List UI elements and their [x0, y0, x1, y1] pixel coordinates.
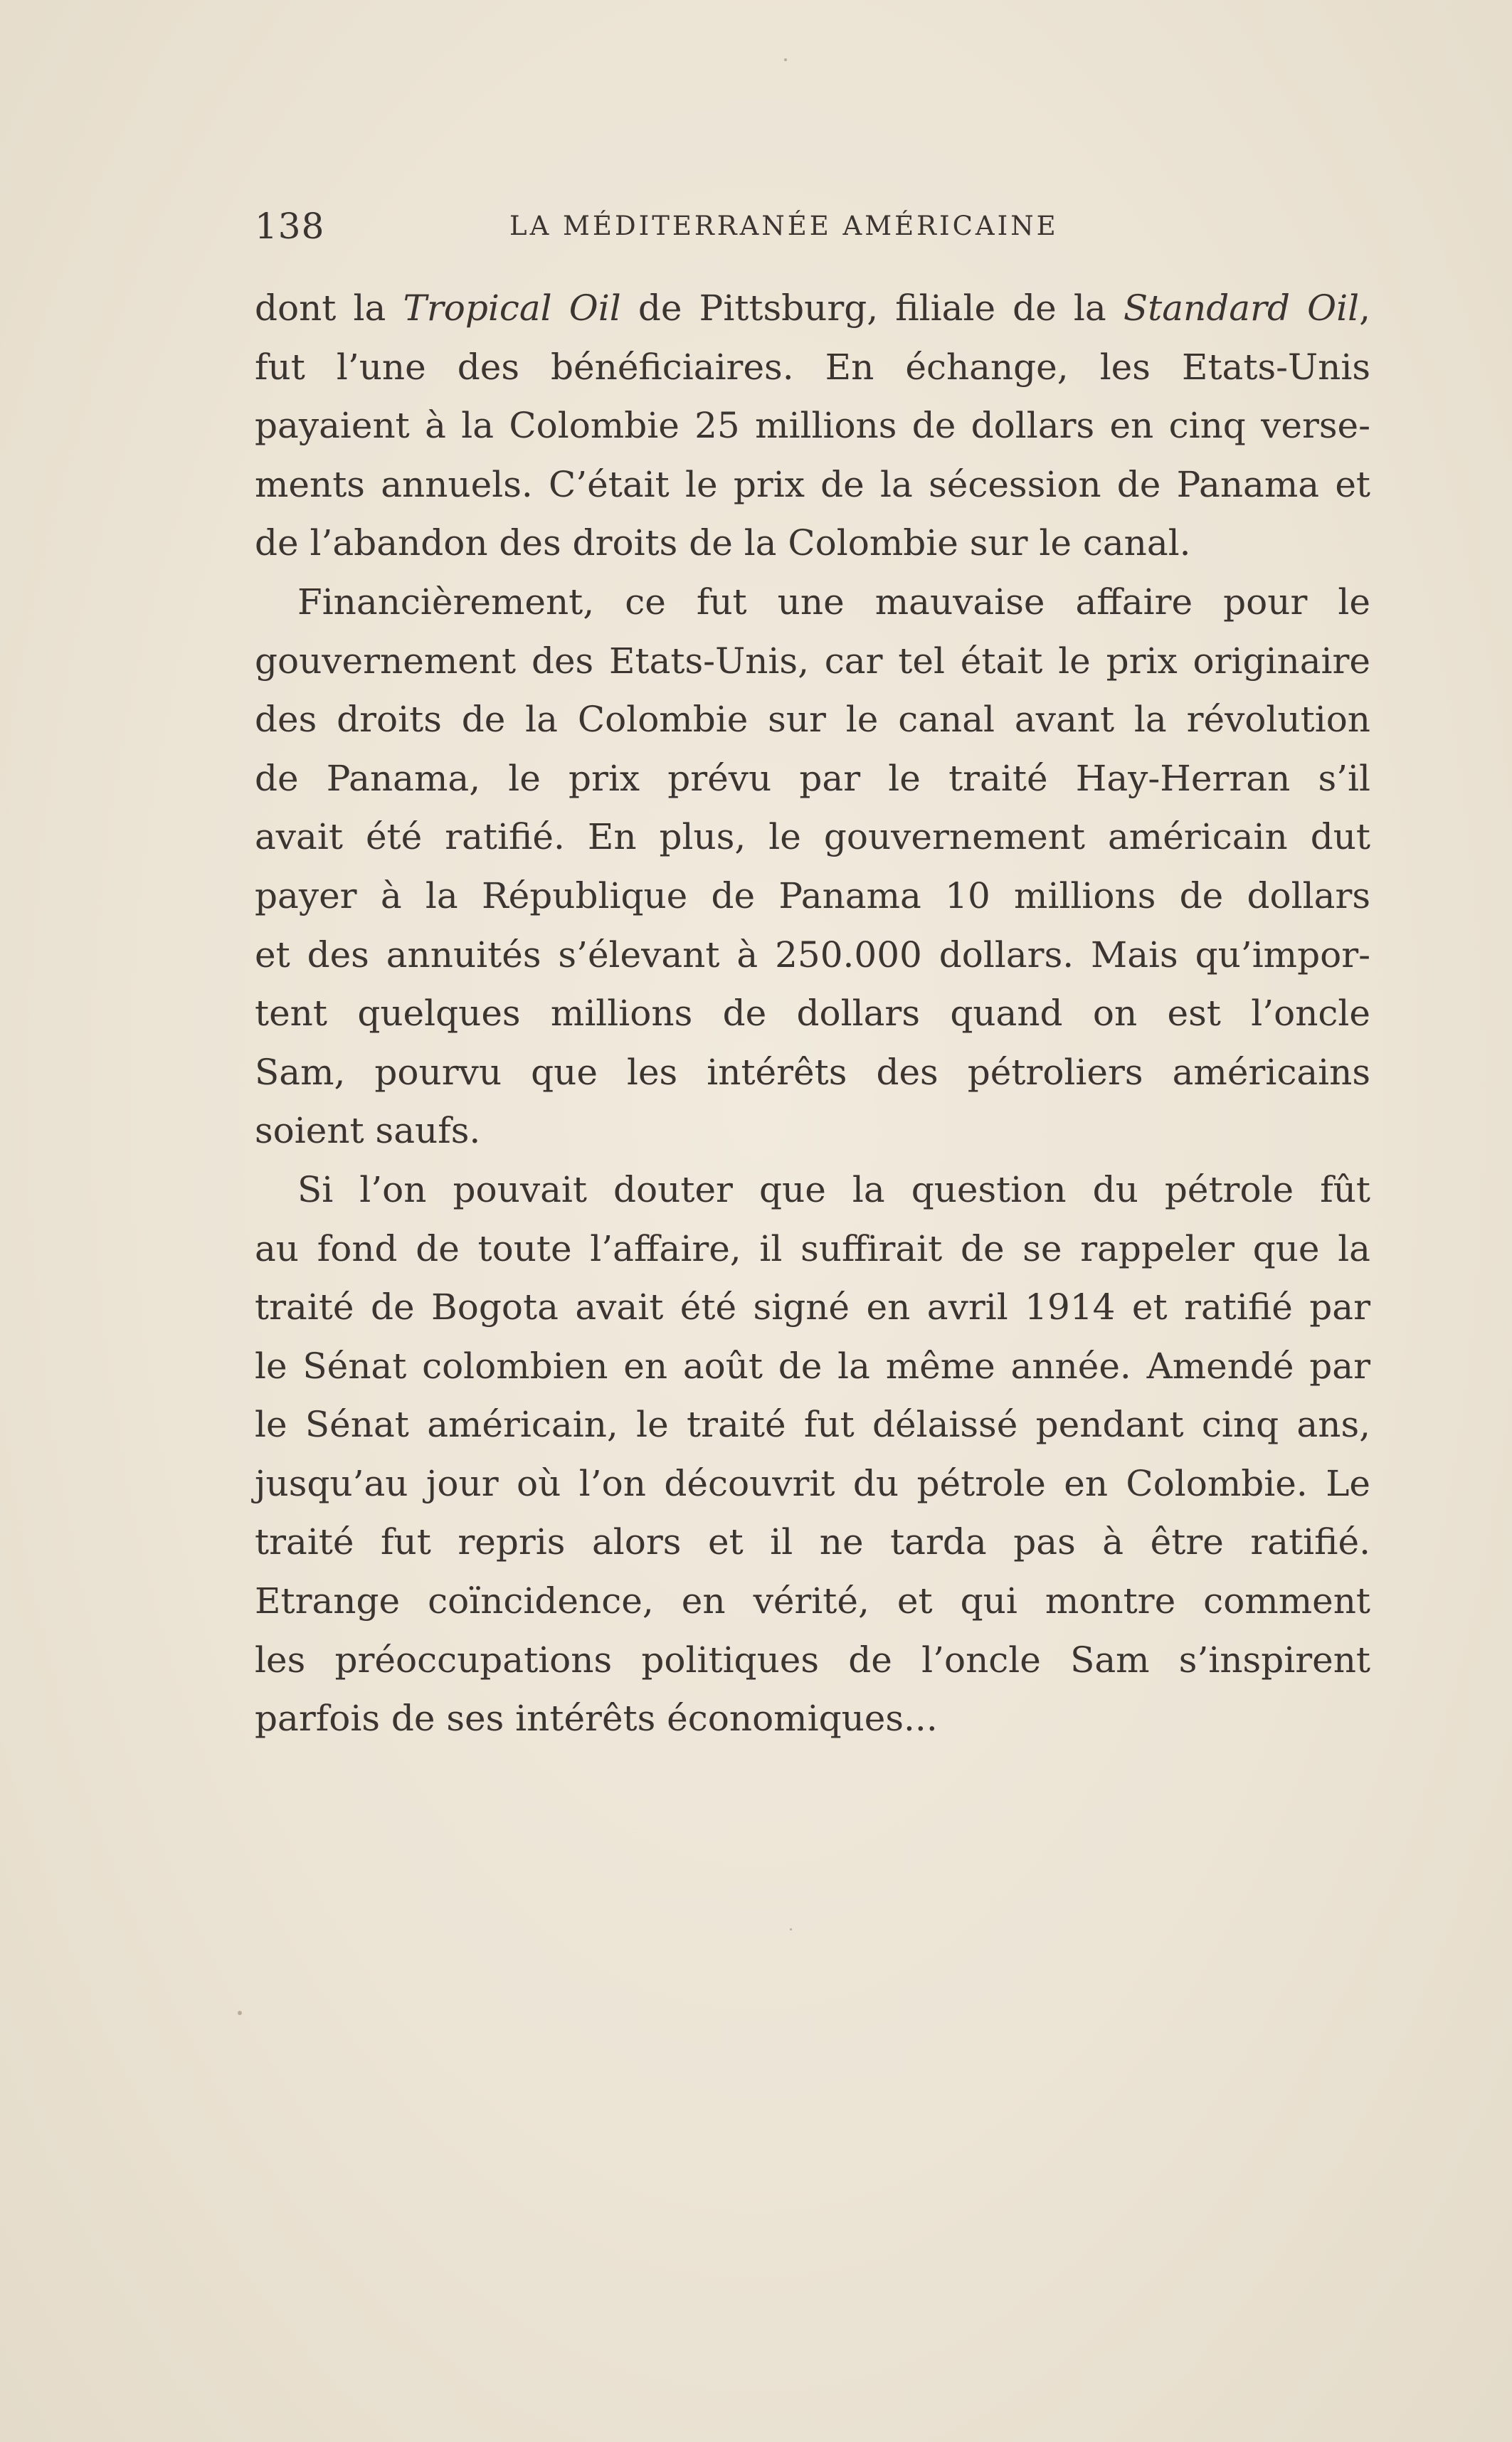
- text-line: et des annuités s’élevant à 250.000 dollars. Mais qu’impor-: [255, 934, 1370, 976]
- text-run: de Pittsburg, filiale de la: [620, 287, 1124, 329]
- text-line: tent quelques millions de dollars quand on est l’oncle: [255, 993, 1370, 1035]
- italic-company-name: Tropical Oil: [403, 287, 621, 329]
- text-line: des droits de la Colombie sur le canal avant la révolution: [255, 699, 1370, 741]
- text-line: Financièrement, ce fut une mauvaise affaire pour le: [297, 581, 1370, 623]
- text-line: Etrange coïncidence, en vérité, et qui montre comment: [255, 1580, 1370, 1622]
- text-line: payer à la République de Panama 10 millions de dollars: [255, 874, 1370, 916]
- text-line: le Sénat colombien en août de la même année. Amendé par: [255, 1345, 1370, 1387]
- page-number: 138: [255, 206, 325, 247]
- text-line: le Sénat américain, le traité fut délaissé pendant cinq ans,: [255, 1404, 1370, 1446]
- text-line: jusqu’au jour où l’on découvrit du pétrole en Colombie. Le: [255, 1462, 1370, 1504]
- text-run: ,: [1359, 287, 1370, 329]
- text-line: Si l’on pouvait douter que la question du pétrole fût: [297, 1168, 1370, 1210]
- paper-speck: [784, 58, 787, 61]
- text-line: au fond de toute l’affaire, il suffirait de se rappeler que la: [255, 1227, 1370, 1269]
- text-line: ments annuels. C’était le prix de la sécession de Panama et: [255, 463, 1370, 505]
- text-line: de l’abandon des droits de la Colombie sur le canal.: [255, 522, 1191, 564]
- italic-company-name: Standard Oil: [1123, 287, 1360, 329]
- text-line: traité de Bogota avait été signé en avril 1914 et ratifié par: [255, 1286, 1370, 1328]
- text-run: dont la: [255, 287, 403, 329]
- text-line: les préoccupations politiques de l’oncle Sam s’inspirent: [255, 1639, 1370, 1681]
- paper-speck: [790, 1928, 792, 1930]
- text-line: fut l’une des bénéficiaires. En échange, les Etats-Unis: [255, 346, 1370, 388]
- text-line: payaient à la Colombie 25 millions de dollars en cinq verse-: [255, 405, 1370, 447]
- page-header: [255, 198, 1372, 255]
- text-line: de Panama, le prix prévu par le traité Hay-Herran s’il: [255, 757, 1370, 799]
- paper-speck: [238, 2011, 242, 2015]
- text-line: soient saufs.: [255, 1110, 481, 1152]
- text-line: Sam, pourvu que les intérêts des pétroliers américains: [255, 1051, 1370, 1093]
- running-title: LA MÉDITERRANÉE AMÉRICAINE: [509, 211, 1059, 241]
- body-text: [255, 279, 1370, 1748]
- text-line: avait été ratifié. En plus, le gouvernement américain dut: [255, 816, 1370, 858]
- text-line: parfois de ses intérêts économiques...: [255, 1698, 938, 1740]
- text-line: [255, 279, 1370, 338]
- text-line: traité fut repris alors et il ne tarda pas à être ratifié.: [255, 1521, 1370, 1563]
- text-line: gouvernement des Etats-Unis, car tel était le prix originaire: [255, 640, 1370, 682]
